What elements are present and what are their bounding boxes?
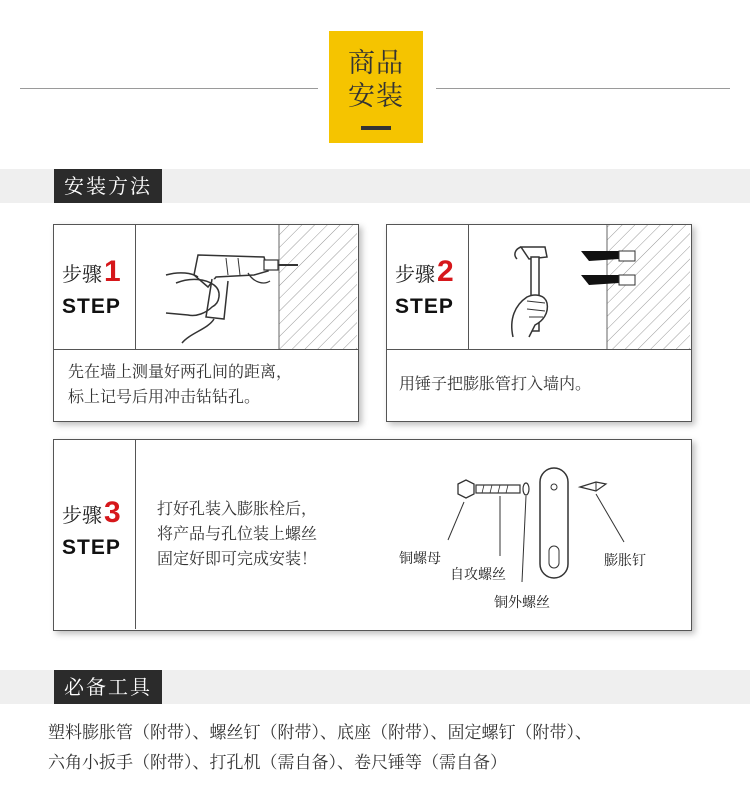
- step2-number: 2: [437, 255, 454, 288]
- tools-line2: 六角小扳手（附带）、打孔机（需自备）、卷尺锤等（需自备）: [48, 753, 507, 773]
- step2-label: [395, 255, 454, 289]
- step2-label-en: STEP: [395, 295, 454, 318]
- step3-label-en: STEP: [62, 536, 121, 559]
- tools-list: [48, 718, 592, 778]
- step1-label: [62, 255, 121, 289]
- step3-label: [62, 496, 121, 530]
- step2-description: [399, 371, 591, 396]
- step2-label-cell: [387, 225, 469, 349]
- step3-desc-line1: 打好孔装入膨胀栓后，: [157, 499, 318, 518]
- step2-label-cn: 步骤: [395, 262, 435, 286]
- step1-number: 1: [104, 255, 121, 288]
- step1-label-cn: 步骤: [62, 262, 102, 286]
- tools-line1: 塑料膨胀管（附带）、螺丝钉（附带）、底座（附带）、固定螺钉（附带）、: [48, 723, 592, 743]
- header-dash: [361, 126, 391, 130]
- header-line-right: [436, 88, 730, 89]
- step1-box: [53, 224, 359, 422]
- step2-divider: [387, 349, 691, 350]
- header-title-line1: 商品: [348, 48, 404, 79]
- hardware-diagram: [446, 460, 646, 610]
- step1-desc-line1: 先在墙上测量好两孔间的距离，: [68, 362, 293, 381]
- step3-desc-line3: 固定好即可完成安装！: [157, 549, 318, 568]
- header-title-line2: 安装: [348, 81, 404, 112]
- header-badge: [329, 31, 423, 143]
- step3-number: 3: [104, 496, 121, 529]
- hammer-illustration: [469, 225, 690, 349]
- part-label-self-tap-screw: 自攻螺丝: [450, 567, 506, 583]
- step3-box: [53, 439, 692, 631]
- step1-label-en: STEP: [62, 295, 121, 318]
- step3-desc-line2: 将产品与孔位装上螺丝: [157, 524, 318, 543]
- step2-box: [386, 224, 692, 422]
- header-line-left: [20, 88, 318, 89]
- step3-description: [157, 496, 317, 571]
- step3-label-cn: 步骤: [62, 503, 102, 527]
- part-label-copper-outer-screw: 铜外螺丝: [494, 595, 550, 611]
- step1-description: [68, 359, 292, 409]
- step2-desc-line1: 用锤子把膨胀管打入墙内。: [399, 374, 592, 393]
- part-label-expansion-nail: 膨胀钉: [604, 553, 646, 569]
- step1-divider: [54, 349, 358, 350]
- step3-label-cell: [54, 440, 136, 629]
- section-title-install: 安装方法: [54, 169, 162, 203]
- step1-desc-line2: 标上记号后用冲击钻钻孔。: [68, 387, 261, 406]
- step1-label-cell: [54, 225, 136, 349]
- section-title-tools: 必备工具: [54, 670, 162, 704]
- part-label-copper-nut: 铜螺母: [399, 551, 441, 567]
- drill-illustration: [136, 225, 357, 349]
